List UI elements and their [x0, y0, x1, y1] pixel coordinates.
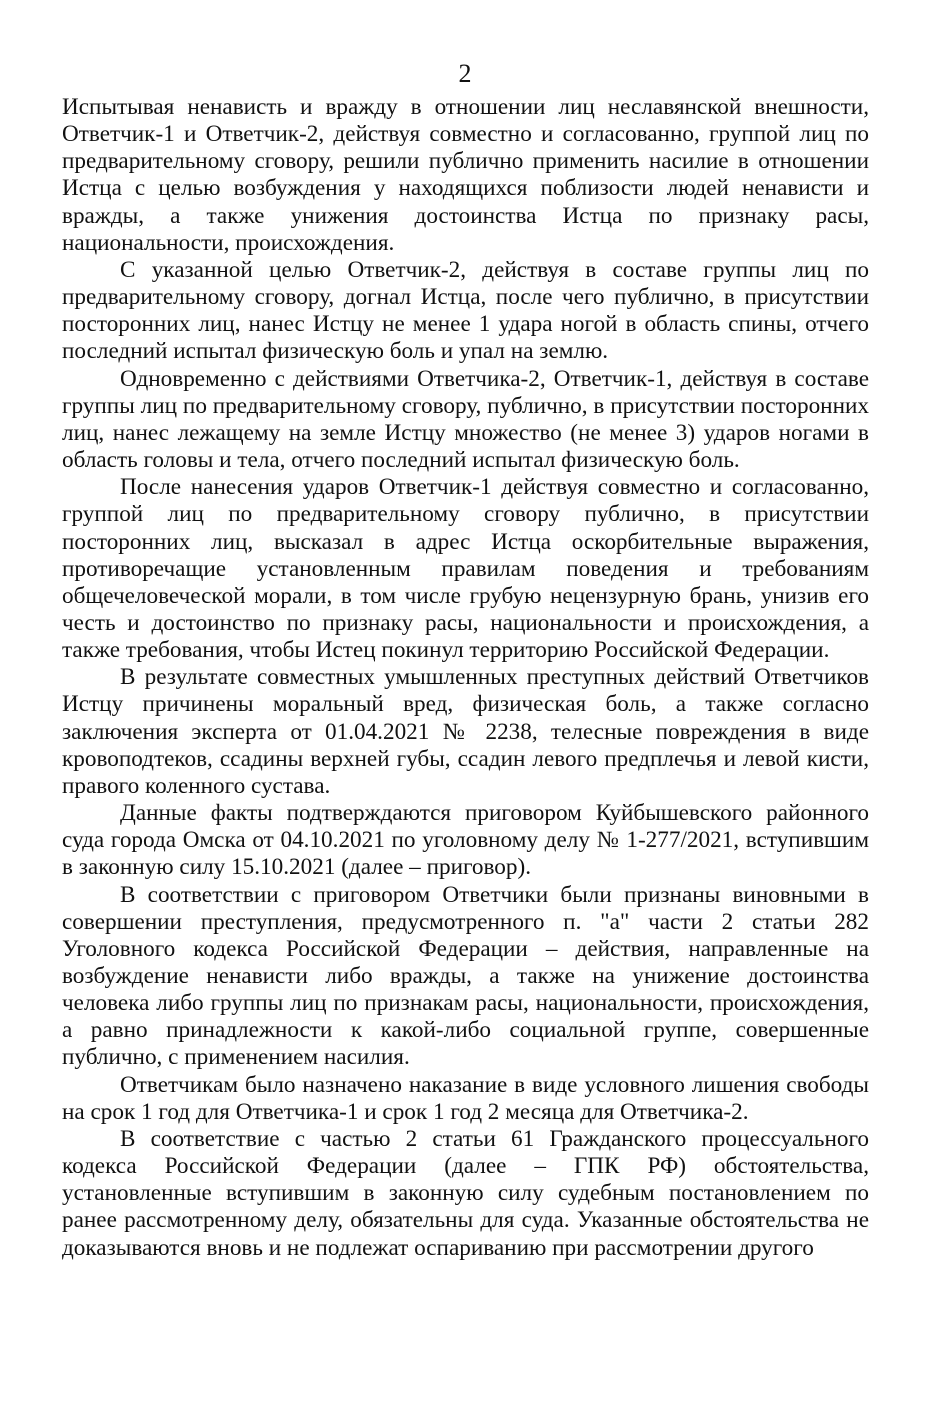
paragraph-1: Испытывая ненависть и вражду в отношении лиц неславянской внешности, Ответчик-1 и Ответчик-2, действуя совместно и согласованно, группой лиц по предварительному сговору, решили публично применить насилие в отношении Истца с целью возбуждения у находящихся поблизости людей ненависти и вражды, а также унижения достоинства Истца по признаку расы, национальности, происхождения.	[62, 94, 869, 256]
paragraph-5: В результате совместных умышленных преступных действий Ответчиков Истцу причинены моральный вред, физическая боль, а также согласно заключения эксперта от 01.04.2021 № 2238, телесные повреждения в виде кровоподтеков, ссадины верхней губы, ссадин левого предплечья и левой кисти, правого коленного сустава.	[62, 664, 869, 799]
paragraph-2: С указанной целью Ответчик-2, действуя в составе группы лиц по предварительному сговору, догнал Истца, после чего публично, в присутствии посторонних лиц, нанес Истцу не менее 1 удара ногой в область спины, отчего последний испытал физическую боль и упал на землю.	[62, 256, 869, 365]
page-number: 2	[458, 59, 472, 88]
paragraph-6: Данные факты подтверждаются приговором Куйбышевского районного суда города Омска от 04.10.2021 по уголовному делу № 1-277/2021, вступившим в законную силу 15.10.2021 (далее – приговор).	[62, 800, 869, 881]
paragraph-3: Одновременно с действиями Ответчика-2, Ответчик-1, действуя в составе группы лиц по предварительному сговору, публично, в присутствии посторонних лиц, нанес лежащему на земле Истцу множество (не менее 3) ударов ногами в область головы и тела, отчего последний испытал физическую боль.	[62, 365, 869, 474]
paragraph-7: В соответствии с приговором Ответчики были признаны виновными в совершении преступления, предусмотренного п. "а" части 2 статьи 282 Уголовного кодекса Российской Федерации – действия, направленные на возбуждение ненависти либо вражды, а также на унижение достоинства человека либо группы лиц по признакам расы, национальности, происхождения, а равно принадлежности к какой-либо социальной группе, совершенные публично, с применением насилия.	[62, 881, 869, 1071]
paragraph-8: Ответчикам было назначено наказание в виде условного лишения свободы на срок 1 год для Ответчика-1 и срок 1 год 2 месяца для Ответчика-2.	[62, 1071, 869, 1125]
paragraph-9: В соответствие с частью 2 статьи 61 Гражданского процессуального кодекса Российской Федерации (далее – ГПК РФ) обстоятельства, установленные вступившим в законную силу судебным постановлением по ранее рассмотренному делу, обязательны для суда. Указанные обстоятельства не доказываются вновь и не подлежат оспариванию при рассмотрении другого	[62, 1125, 869, 1261]
paragraph-4: После нанесения ударов Ответчик-1 действуя совместно и согласованно, группой лиц по предварительному сговору публично, в присутствии посторонних лиц, высказал в адрес Истца оскорбительные выражения, противоречащие установленным правилам поведения и требованиям общечеловеческой морали, в том числе грубую нецензурную брань, унизив его честь и достоинство по признаку расы, национальности и происхождения, а также требования, чтобы Истец покинул территорию Российской Федерации.	[62, 474, 869, 664]
document-body	[62, 94, 869, 1262]
